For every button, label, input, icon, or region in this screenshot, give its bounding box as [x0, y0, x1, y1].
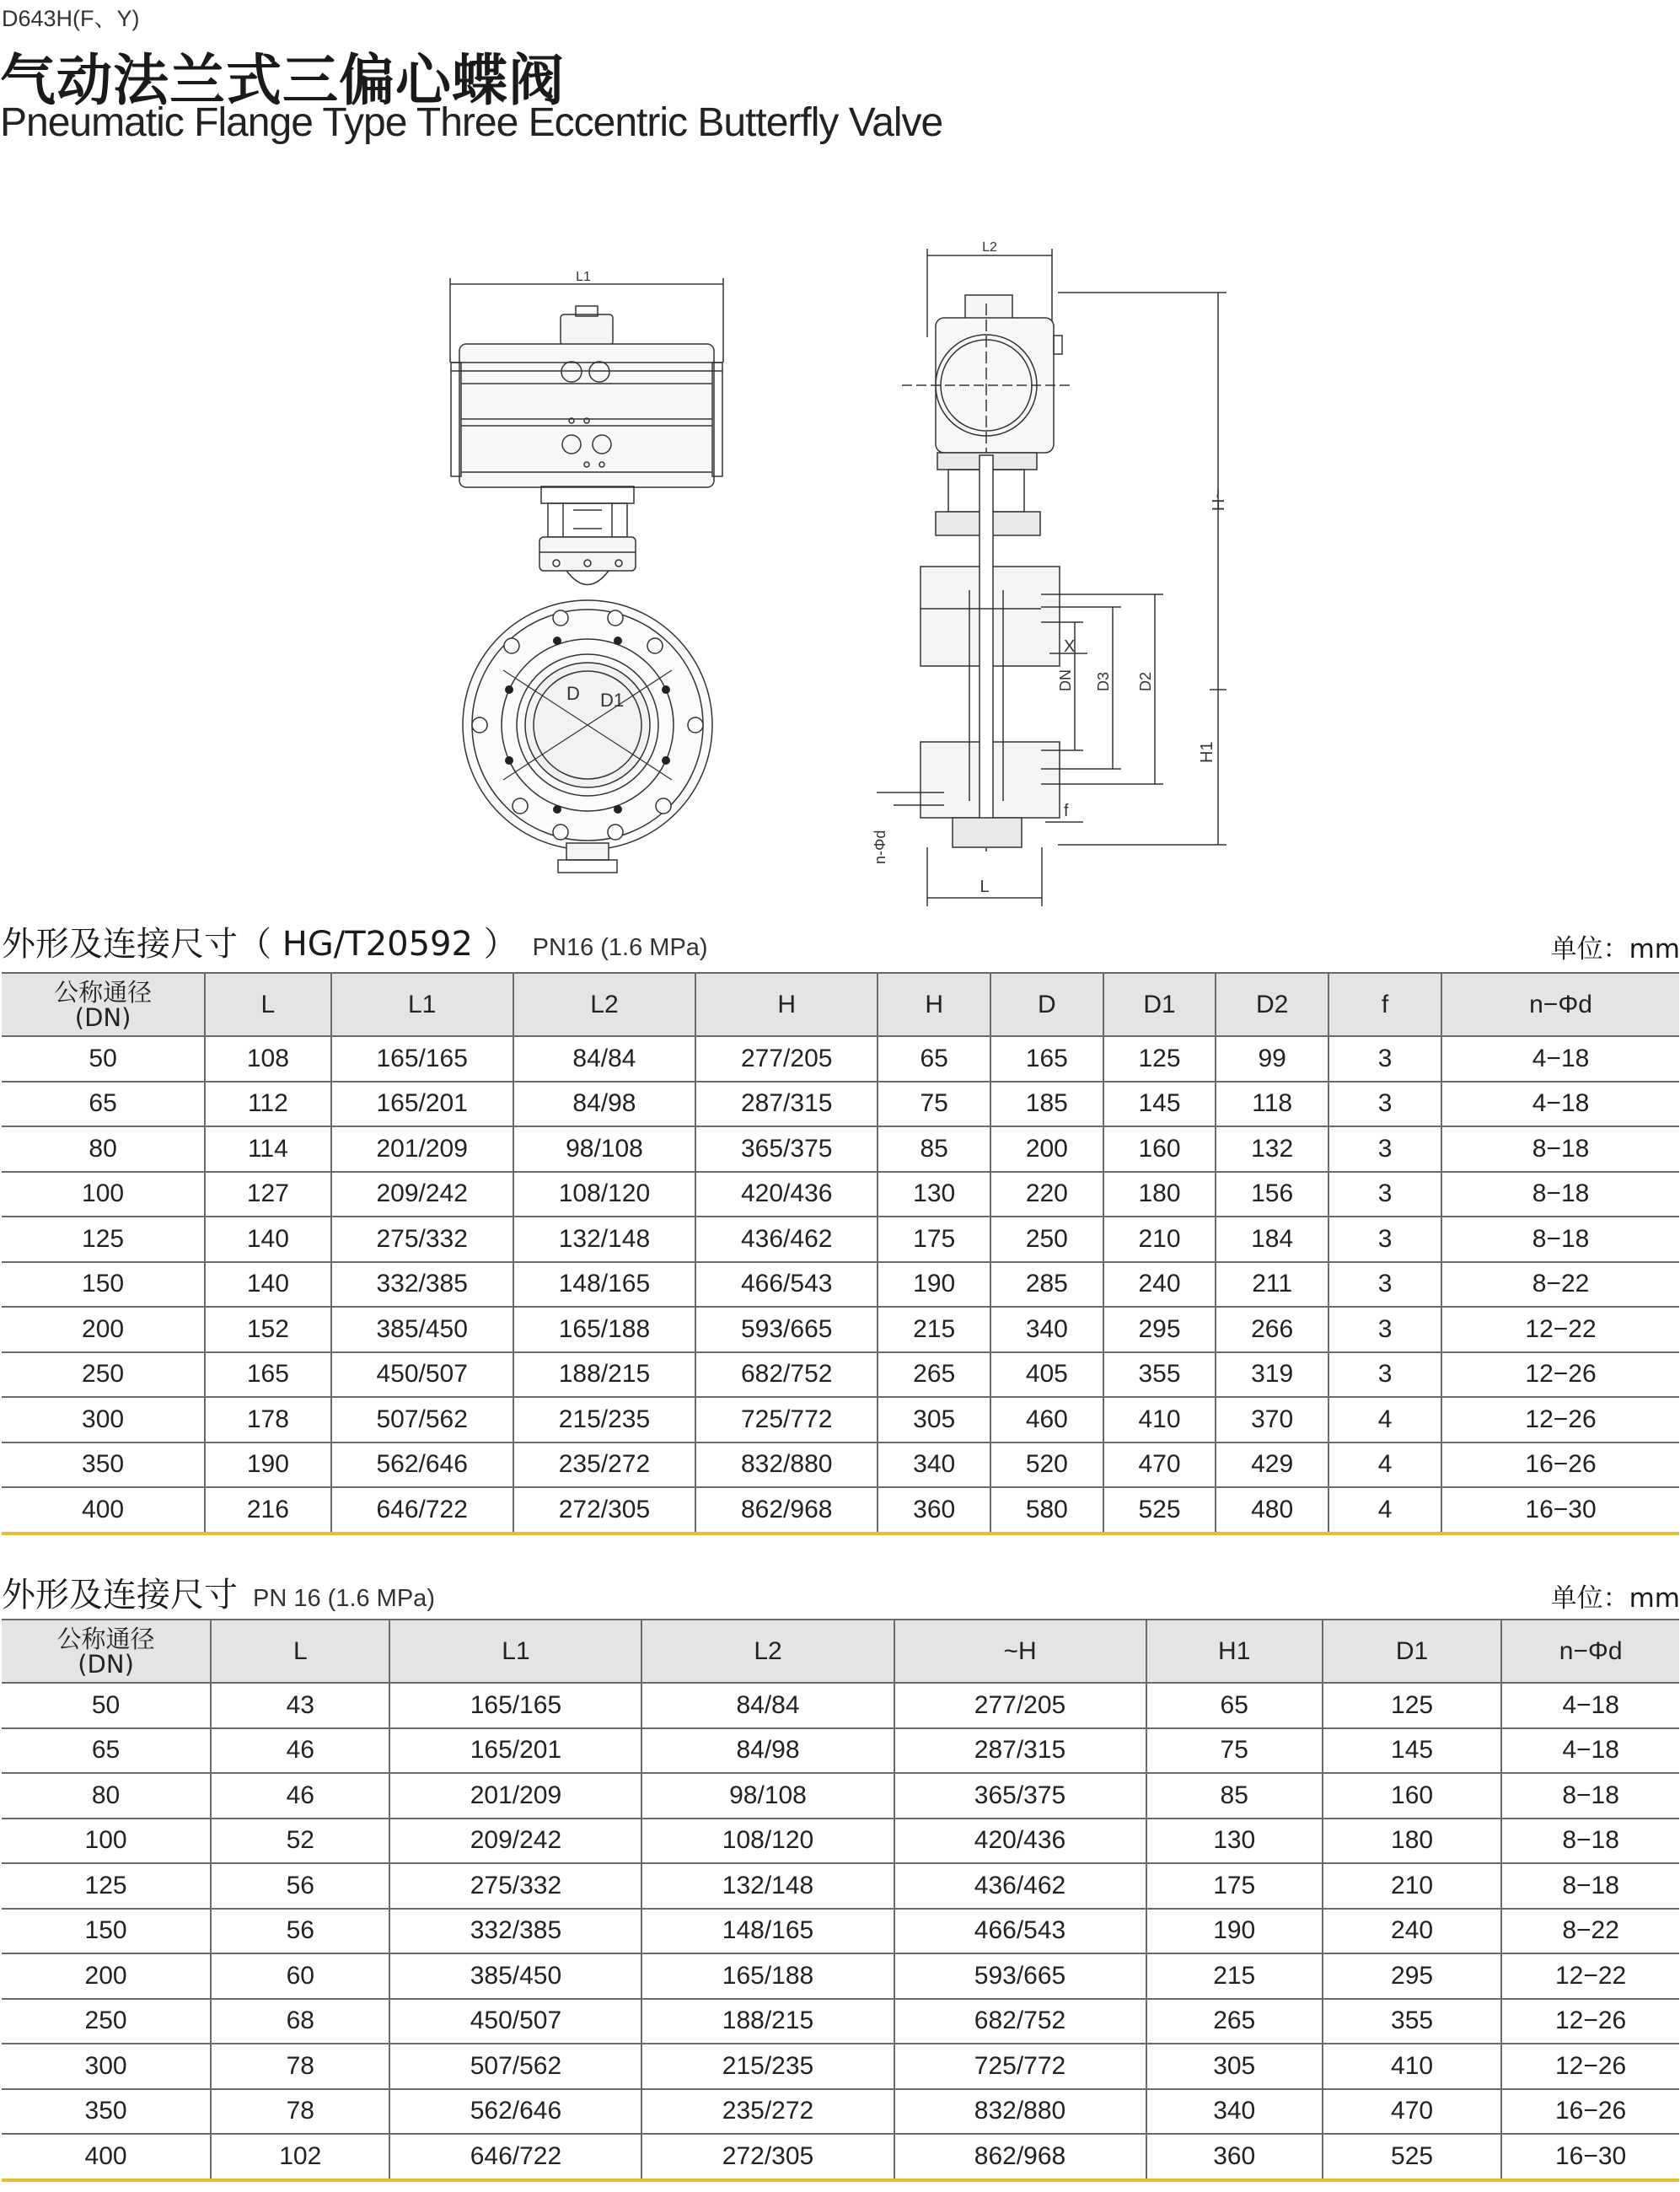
table-cell: 201/209 [389, 1773, 641, 1819]
valve-technical-drawing [421, 228, 1264, 911]
table-cell: 360 [1146, 2134, 1323, 2180]
table-cell: 466/543 [695, 1262, 878, 1308]
table-cell: 84/98 [513, 1082, 695, 1127]
table-cell: 277/205 [894, 1683, 1146, 1728]
table-cell: 250 [990, 1217, 1103, 1262]
table-cell: 12−26 [1501, 2044, 1679, 2089]
table-cell: 211 [1216, 1262, 1328, 1308]
table-cell: 125 [1323, 1683, 1501, 1728]
table-cell: 99 [1216, 1036, 1328, 1082]
table-cell: 272/305 [641, 2134, 894, 2180]
table-cell: 436/462 [894, 1863, 1146, 1909]
table-cell: 152 [205, 1307, 330, 1352]
table-row [2, 1172, 1679, 1217]
table-cell: 355 [1103, 1352, 1216, 1398]
table-cell: 365/375 [695, 1126, 878, 1172]
table-cell: 480 [1216, 1487, 1328, 1534]
column-header: L1 [331, 973, 513, 1036]
table-cell: 46 [211, 1773, 389, 1819]
table-cell: 75 [878, 1082, 990, 1127]
table-cell: 190 [205, 1443, 330, 1488]
dim-label-h1: H1 [1198, 741, 1216, 763]
table-cell: 520 [990, 1443, 1103, 1488]
column-header: D1 [1323, 1620, 1501, 1683]
table-cell: 132/148 [513, 1217, 695, 1262]
column-header: L [205, 973, 330, 1036]
table-cell: 112 [205, 1082, 330, 1127]
table-cell: 180 [1103, 1172, 1216, 1217]
table-cell: 98/108 [513, 1126, 695, 1172]
table-cell: 525 [1103, 1487, 1216, 1534]
table-cell: 80 [2, 1126, 205, 1172]
table-cell: 43 [211, 1683, 389, 1728]
table-cell: 132 [1216, 1126, 1328, 1172]
table-cell: 210 [1103, 1217, 1216, 1262]
column-header: 公称通径 (DN) [2, 1620, 211, 1683]
table-cell: 682/752 [695, 1352, 878, 1398]
table-row [2, 1683, 1679, 1728]
table-row [2, 2044, 1679, 2089]
table-row [2, 1262, 1679, 1308]
table-cell: 3 [1328, 1352, 1441, 1398]
table-cell: 450/507 [331, 1352, 513, 1398]
table-cell: 12−26 [1501, 1999, 1679, 2044]
table-cell: 50 [2, 1683, 211, 1728]
table-cell: 100 [2, 1819, 211, 1864]
dim-label-d: D [566, 683, 580, 704]
table-cell: 470 [1323, 2089, 1501, 2135]
table-cell: 4−18 [1441, 1082, 1679, 1127]
table-row [2, 1863, 1679, 1909]
table-cell: 114 [205, 1126, 330, 1172]
table-cell: 148/165 [641, 1909, 894, 1954]
table-cell: 350 [2, 1443, 205, 1488]
table-cell: 862/968 [695, 1487, 878, 1534]
table-cell: 4 [1328, 1443, 1441, 1488]
table-cell: 3 [1328, 1082, 1441, 1127]
table-cell: 65 [878, 1036, 990, 1082]
table-cell: 130 [878, 1172, 990, 1217]
table-cell: 429 [1216, 1443, 1328, 1488]
table-cell: 8−22 [1441, 1262, 1679, 1308]
table-cell: 98/108 [641, 1773, 894, 1819]
table-cell: 725/772 [695, 1397, 878, 1443]
page-title-chinese: 气动法兰式三偏心蝶阀 [0, 48, 565, 113]
table-cell: 3 [1328, 1126, 1441, 1172]
table-cell: 240 [1103, 1262, 1216, 1308]
table-cell: 125 [2, 1217, 205, 1262]
column-header: H [878, 973, 990, 1036]
table-cell: 3 [1328, 1036, 1441, 1082]
table-cell: 525 [1323, 2134, 1501, 2180]
table-header-row [2, 973, 1679, 1036]
table2-title-block [2, 1568, 435, 1616]
dim-label-d3: D3 [1095, 671, 1112, 691]
column-header: H [695, 973, 878, 1036]
table-cell: 4 [1328, 1487, 1441, 1534]
table-row [2, 1487, 1679, 1534]
table-row [2, 1217, 1679, 1262]
table-row [2, 1443, 1679, 1488]
table-cell: 180 [1323, 1819, 1501, 1864]
table-cell: 250 [2, 1352, 205, 1398]
column-header: L2 [641, 1620, 894, 1683]
dim-label-d2: D2 [1137, 671, 1154, 691]
table-row [2, 1082, 1679, 1127]
table-row [2, 1307, 1679, 1352]
table-cell: 85 [878, 1126, 990, 1172]
table-cell: 3 [1328, 1307, 1441, 1352]
table-cell: 215/235 [513, 1397, 695, 1443]
table-cell: 287/315 [695, 1082, 878, 1127]
table-cell: 216 [205, 1487, 330, 1534]
dim-label-h: ~H [1208, 489, 1226, 512]
table-cell: 385/450 [389, 1953, 641, 1999]
table-cell: 215 [878, 1307, 990, 1352]
table-cell: 240 [1323, 1909, 1501, 1954]
table-cell: 108/120 [513, 1172, 695, 1217]
table-row [2, 1036, 1679, 1082]
table-cell: 140 [205, 1262, 330, 1308]
table-cell: 12−22 [1441, 1307, 1679, 1352]
dim-label-x: X [1064, 637, 1076, 656]
table-row [2, 1773, 1679, 1819]
table-cell: 340 [878, 1443, 990, 1488]
table-cell: 175 [878, 1217, 990, 1262]
table-cell: 285 [990, 1262, 1103, 1308]
table-cell: 108 [205, 1036, 330, 1082]
table-cell: 8−22 [1501, 1909, 1679, 1954]
table-cell: 725/772 [894, 2044, 1146, 2089]
table-cell: 420/436 [695, 1172, 878, 1217]
table-cell: 16−26 [1501, 2089, 1679, 2135]
table-row [2, 1126, 1679, 1172]
table-cell: 130 [1146, 1819, 1323, 1864]
table-cell: 332/385 [331, 1262, 513, 1308]
table-cell: 8−18 [1501, 1863, 1679, 1909]
table2-unit: 单位：mm [1550, 1583, 1680, 1614]
table-cell: 3 [1328, 1172, 1441, 1217]
table-cell: 275/332 [331, 1217, 513, 1262]
table-cell: 215/235 [641, 2044, 894, 2089]
table-cell: 200 [2, 1953, 211, 1999]
table-cell: 4−18 [1501, 1683, 1679, 1728]
table-cell: 8−18 [1501, 1773, 1679, 1819]
table-cell: 65 [2, 1728, 211, 1774]
table-row [2, 1352, 1679, 1398]
table-cell: 200 [2, 1307, 205, 1352]
table1-pressure: PN16 (1.6 MPa) [532, 934, 708, 961]
table-cell: 165/188 [513, 1307, 695, 1352]
table-cell: 65 [1146, 1683, 1323, 1728]
table-cell: 593/665 [695, 1307, 878, 1352]
table-cell: 160 [1103, 1126, 1216, 1172]
table-cell: 52 [211, 1819, 389, 1864]
table-cell: 165/201 [389, 1728, 641, 1774]
table-cell: 188/215 [513, 1352, 695, 1398]
table-cell: 150 [2, 1909, 211, 1954]
side-view-drawing [872, 240, 1226, 906]
table-cell: 272/305 [513, 1487, 695, 1534]
table-cell: 190 [1146, 1909, 1323, 1954]
table-cell: 295 [1323, 1953, 1501, 1999]
table-cell: 84/98 [641, 1728, 894, 1774]
table-cell: 85 [1146, 1773, 1323, 1819]
table-cell: 277/205 [695, 1036, 878, 1082]
column-header: D [990, 973, 1103, 1036]
table-cell: 178 [205, 1397, 330, 1443]
table-cell: 145 [1323, 1728, 1501, 1774]
table-cell: 405 [990, 1352, 1103, 1398]
table2-pressure: PN 16 (1.6 MPa) [253, 1585, 435, 1612]
table-cell: 646/722 [331, 1487, 513, 1534]
table-cell: 220 [990, 1172, 1103, 1217]
table-cell: 209/242 [331, 1172, 513, 1217]
table-cell: 646/722 [389, 2134, 641, 2180]
table-cell: 84/84 [513, 1036, 695, 1082]
table-cell: 507/562 [331, 1397, 513, 1443]
table-cell: 562/646 [331, 1443, 513, 1488]
table-cell: 200 [990, 1126, 1103, 1172]
table-row [2, 1819, 1679, 1864]
table-cell: 4−18 [1501, 1728, 1679, 1774]
table-cell: 160 [1323, 1773, 1501, 1819]
table-cell: 148/165 [513, 1262, 695, 1308]
table-cell: 682/752 [894, 1999, 1146, 2044]
table-cell: 8−18 [1441, 1172, 1679, 1217]
table-cell: 265 [1146, 1999, 1323, 2044]
table-cell: 78 [211, 2089, 389, 2135]
column-header: f [1328, 973, 1441, 1036]
table-cell: 832/880 [894, 2089, 1146, 2135]
table-cell: 190 [878, 1262, 990, 1308]
dim-label-l2: L2 [982, 240, 997, 255]
table-cell: 84/84 [641, 1683, 894, 1728]
table-cell: 127 [205, 1172, 330, 1217]
table-cell: 175 [1146, 1863, 1323, 1909]
table-cell: 210 [1323, 1863, 1501, 1909]
table-cell: 156 [1216, 1172, 1328, 1217]
table-cell: 65 [2, 1082, 205, 1127]
table-cell: 165 [990, 1036, 1103, 1082]
table-cell: 8−18 [1441, 1126, 1679, 1172]
dim-label-l1: L1 [576, 270, 591, 284]
table-cell: 68 [211, 1999, 389, 2044]
table-cell: 400 [2, 1487, 205, 1534]
table-cell: 188/215 [641, 1999, 894, 2044]
table-cell: 340 [1146, 2089, 1323, 2135]
table-cell: 593/665 [894, 1953, 1146, 1999]
table-cell: 466/543 [894, 1909, 1146, 1954]
table-cell: 209/242 [389, 1819, 641, 1864]
table-cell: 165/188 [641, 1953, 894, 1999]
table-cell: 460 [990, 1397, 1103, 1443]
dim-label-d1: D1 [600, 690, 625, 711]
table-cell: 400 [2, 2134, 211, 2180]
table-row [2, 2134, 1679, 2180]
column-header: L [211, 1620, 389, 1683]
table-cell: 16−30 [1501, 2134, 1679, 2180]
column-header: L1 [389, 1620, 641, 1683]
table-cell: 450/507 [389, 1999, 641, 2044]
table-cell: 235/272 [513, 1443, 695, 1488]
dimensions-table-hg [2, 972, 1679, 1535]
table-cell: 319 [1216, 1352, 1328, 1398]
table-cell: 365/375 [894, 1773, 1146, 1819]
table-cell: 360 [878, 1487, 990, 1534]
table1-title: 外形及连接尺寸（ HG/T20592 ） [2, 925, 518, 964]
table-cell: 50 [2, 1036, 205, 1082]
table-cell: 436/462 [695, 1217, 878, 1262]
table-cell: 184 [1216, 1217, 1328, 1262]
table-cell: 12−26 [1441, 1397, 1679, 1443]
column-header: n−Φd [1441, 973, 1679, 1036]
table-cell: 140 [205, 1217, 330, 1262]
table-cell: 3 [1328, 1262, 1441, 1308]
page-title-english: Pneumatic Flange Type Three Eccentric Butterfly Valve [0, 100, 943, 145]
table-cell: 8−18 [1441, 1217, 1679, 1262]
table-cell: 145 [1103, 1082, 1216, 1127]
table-cell: 4−18 [1441, 1036, 1679, 1082]
table-row [2, 1397, 1679, 1443]
table-cell: 355 [1323, 1999, 1501, 2044]
table-cell: 125 [1103, 1036, 1216, 1082]
table-cell: 12−26 [1441, 1352, 1679, 1398]
model-number: D643H(F、Y) [2, 6, 140, 31]
column-header: D1 [1103, 973, 1216, 1036]
column-header: D2 [1216, 973, 1328, 1036]
table-cell: 46 [211, 1728, 389, 1774]
table-cell: 4 [1328, 1397, 1441, 1443]
table-cell: 16−26 [1441, 1443, 1679, 1488]
column-header: L2 [513, 973, 695, 1036]
table-row [2, 2089, 1679, 2135]
column-header: H1 [1146, 1620, 1323, 1683]
table-cell: 265 [878, 1352, 990, 1398]
table-cell: 350 [2, 2089, 211, 2135]
table-cell: 125 [2, 1863, 211, 1909]
table1-title-block [2, 917, 708, 965]
table-cell: 80 [2, 1773, 211, 1819]
table-cell: 332/385 [389, 1909, 641, 1954]
table-cell: 118 [1216, 1082, 1328, 1127]
table-cell: 215 [1146, 1953, 1323, 1999]
table-cell: 3 [1328, 1217, 1441, 1262]
table-cell: 201/209 [331, 1126, 513, 1172]
table-cell: 165/165 [331, 1036, 513, 1082]
column-header: n−Φd [1501, 1620, 1679, 1683]
table-row [2, 1909, 1679, 1954]
table-cell: 102 [211, 2134, 389, 2180]
table-cell: 165 [205, 1352, 330, 1398]
table1-unit: 单位：mm [1550, 934, 1680, 964]
table-cell: 266 [1216, 1307, 1328, 1352]
table-row [2, 1953, 1679, 1999]
table-cell: 108/120 [641, 1819, 894, 1864]
dim-label-f: f [1064, 802, 1069, 820]
table-cell: 305 [1146, 2044, 1323, 2089]
table-cell: 235/272 [641, 2089, 894, 2135]
table-cell: 150 [2, 1262, 205, 1308]
table-cell: 250 [2, 1999, 211, 2044]
table-cell: 832/880 [695, 1443, 878, 1488]
table-cell: 370 [1216, 1397, 1328, 1443]
table-cell: 16−30 [1441, 1487, 1679, 1534]
table-cell: 862/968 [894, 2134, 1146, 2180]
dim-label-nd: n-Φd [872, 830, 888, 864]
table-row [2, 1728, 1679, 1774]
front-view-drawing [450, 270, 723, 873]
table-cell: 300 [2, 2044, 211, 2089]
table-cell: 295 [1103, 1307, 1216, 1352]
dim-label-dn: DN [1057, 669, 1074, 691]
table-cell: 562/646 [389, 2089, 641, 2135]
dimensions-table [2, 1619, 1679, 2182]
table-cell: 410 [1323, 2044, 1501, 2089]
table-cell: 305 [878, 1397, 990, 1443]
table-cell: 165/165 [389, 1683, 641, 1728]
table-cell: 78 [211, 2044, 389, 2089]
table-cell: 340 [990, 1307, 1103, 1352]
table-cell: 470 [1103, 1443, 1216, 1488]
table-cell: 410 [1103, 1397, 1216, 1443]
dim-label-l: L [980, 878, 990, 896]
table-cell: 185 [990, 1082, 1103, 1127]
table-cell: 8−18 [1501, 1819, 1679, 1864]
table-cell: 420/436 [894, 1819, 1146, 1864]
table-cell: 75 [1146, 1728, 1323, 1774]
table-cell: 287/315 [894, 1728, 1146, 1774]
table-cell: 300 [2, 1397, 205, 1443]
table-cell: 580 [990, 1487, 1103, 1534]
table-cell: 60 [211, 1953, 389, 1999]
column-header: ~H [894, 1620, 1146, 1683]
table-cell: 275/332 [389, 1863, 641, 1909]
table-cell: 385/450 [331, 1307, 513, 1352]
table-cell: 100 [2, 1172, 205, 1217]
table-header-row [2, 1620, 1679, 1683]
table-cell: 132/148 [641, 1863, 894, 1909]
table-cell: 56 [211, 1863, 389, 1909]
table-cell: 507/562 [389, 2044, 641, 2089]
table-cell: 165/201 [331, 1082, 513, 1127]
table-cell: 12−22 [1501, 1953, 1679, 1999]
column-header: 公称通径 (DN) [2, 973, 205, 1036]
table-cell: 56 [211, 1909, 389, 1954]
table-row [2, 1999, 1679, 2044]
table2-title: 外形及连接尺寸 [2, 1576, 238, 1614]
